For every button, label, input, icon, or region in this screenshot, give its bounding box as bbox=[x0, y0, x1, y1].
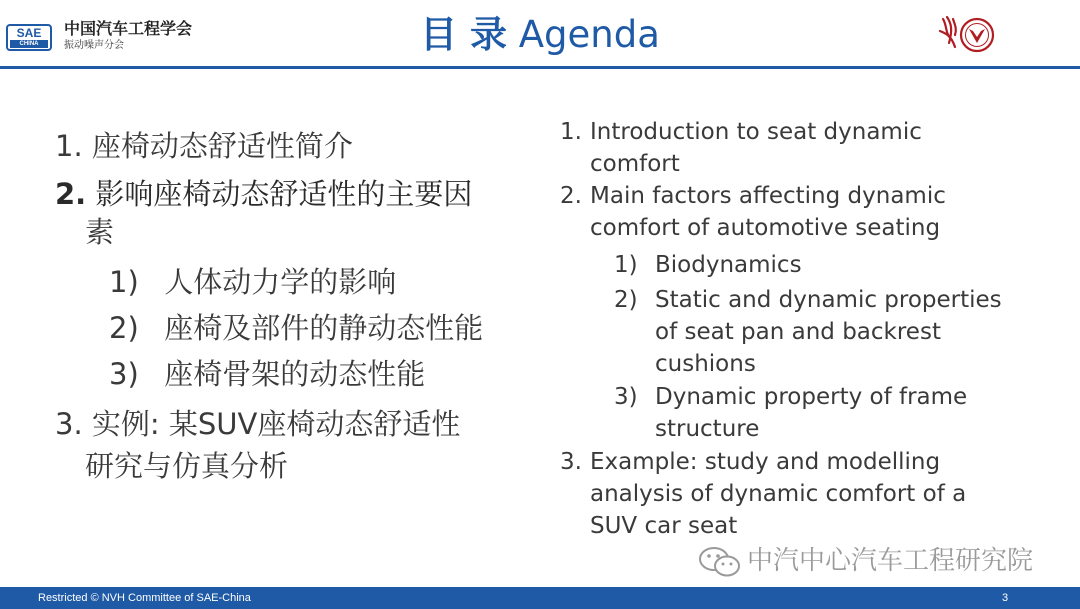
slide-footer bbox=[0, 587, 1080, 609]
logo-subtext: CHINA bbox=[10, 40, 48, 48]
wechat-icon bbox=[698, 546, 742, 578]
item-text: Introduction to seat dynamic bbox=[590, 119, 922, 145]
item-text: SUV car seat bbox=[590, 513, 738, 539]
organization-name: 中国汽车工程学会 bbox=[64, 19, 193, 38]
list-item bbox=[560, 180, 946, 212]
list-item bbox=[55, 404, 460, 444]
list-item bbox=[55, 126, 353, 166]
list-item bbox=[655, 316, 941, 348]
item-text: 影响座椅动态舒适性的主要因 bbox=[95, 177, 473, 211]
item-number: 3) bbox=[109, 357, 139, 391]
organization-subtitle: 振动噪声分会 bbox=[64, 40, 124, 51]
list-item bbox=[614, 284, 1002, 316]
list-item bbox=[590, 148, 680, 180]
item-number: 3. bbox=[560, 449, 582, 475]
list-item bbox=[614, 381, 967, 413]
header-divider bbox=[0, 66, 1080, 69]
list-item bbox=[109, 354, 425, 394]
title-en: Agenda bbox=[518, 13, 660, 56]
item-text: 人体动力学的影响 bbox=[164, 265, 397, 299]
item-text: of seat pan and backrest bbox=[655, 319, 941, 345]
item-text: 座椅及部件的静动态性能 bbox=[164, 311, 484, 345]
item-text: 座椅骨架的动态性能 bbox=[164, 357, 426, 391]
slide-header bbox=[0, 0, 1080, 66]
item-number: 1) bbox=[614, 252, 638, 278]
list-item bbox=[614, 249, 802, 281]
item-number: 1. bbox=[55, 129, 83, 163]
list-item bbox=[109, 308, 483, 348]
footer-copyright: Restricted © NVH Committee of SAE-China bbox=[38, 592, 251, 604]
logo-text: SAE bbox=[16, 26, 42, 40]
list-item bbox=[590, 510, 737, 542]
item-number: 2. bbox=[55, 177, 87, 211]
item-text: analysis of dynamic comfort of a bbox=[590, 481, 967, 507]
item-number: 3) bbox=[614, 384, 638, 410]
item-number: 3. bbox=[55, 407, 83, 441]
list-item bbox=[109, 262, 396, 302]
list-item bbox=[590, 478, 966, 510]
item-text: 素 bbox=[85, 215, 115, 249]
list-item bbox=[55, 174, 472, 214]
page-number: 3 bbox=[1002, 592, 1009, 604]
list-item bbox=[85, 212, 114, 252]
item-text: Static and dynamic properties bbox=[655, 287, 1002, 313]
item-text: 座椅动态舒适性简介 bbox=[91, 129, 353, 163]
sae-china-logo bbox=[6, 24, 52, 51]
zhejiang-university-seal-icon bbox=[937, 13, 997, 57]
list-item bbox=[560, 116, 922, 148]
item-text: cushions bbox=[655, 351, 756, 377]
item-text: 研究与仿真分析 bbox=[85, 449, 289, 483]
item-text: Main factors affecting dynamic bbox=[590, 183, 946, 209]
list-item bbox=[655, 413, 759, 445]
item-number: 2) bbox=[109, 311, 139, 345]
title-cn: 目 录 bbox=[420, 13, 507, 56]
item-number: 1) bbox=[109, 265, 139, 299]
list-item bbox=[655, 348, 756, 380]
item-text: comfort bbox=[590, 151, 680, 177]
list-item bbox=[85, 446, 288, 486]
item-text: Biodynamics bbox=[655, 252, 802, 278]
item-number: 1. bbox=[560, 119, 582, 145]
item-number: 2) bbox=[614, 287, 638, 313]
item-text: Example: study and modelling bbox=[590, 449, 941, 475]
list-item bbox=[560, 446, 940, 478]
watermark-text: 中汽中心汽车工程研究院 bbox=[747, 546, 1034, 576]
item-number: 2. bbox=[560, 183, 582, 209]
item-text: 实例: 某SUV座椅动态舒适性 bbox=[91, 407, 461, 441]
item-text: structure bbox=[655, 416, 760, 442]
page-title bbox=[320, 12, 760, 58]
item-text: Dynamic property of frame bbox=[655, 384, 968, 410]
item-text: comfort of automotive seating bbox=[590, 215, 941, 241]
list-item bbox=[590, 212, 940, 244]
